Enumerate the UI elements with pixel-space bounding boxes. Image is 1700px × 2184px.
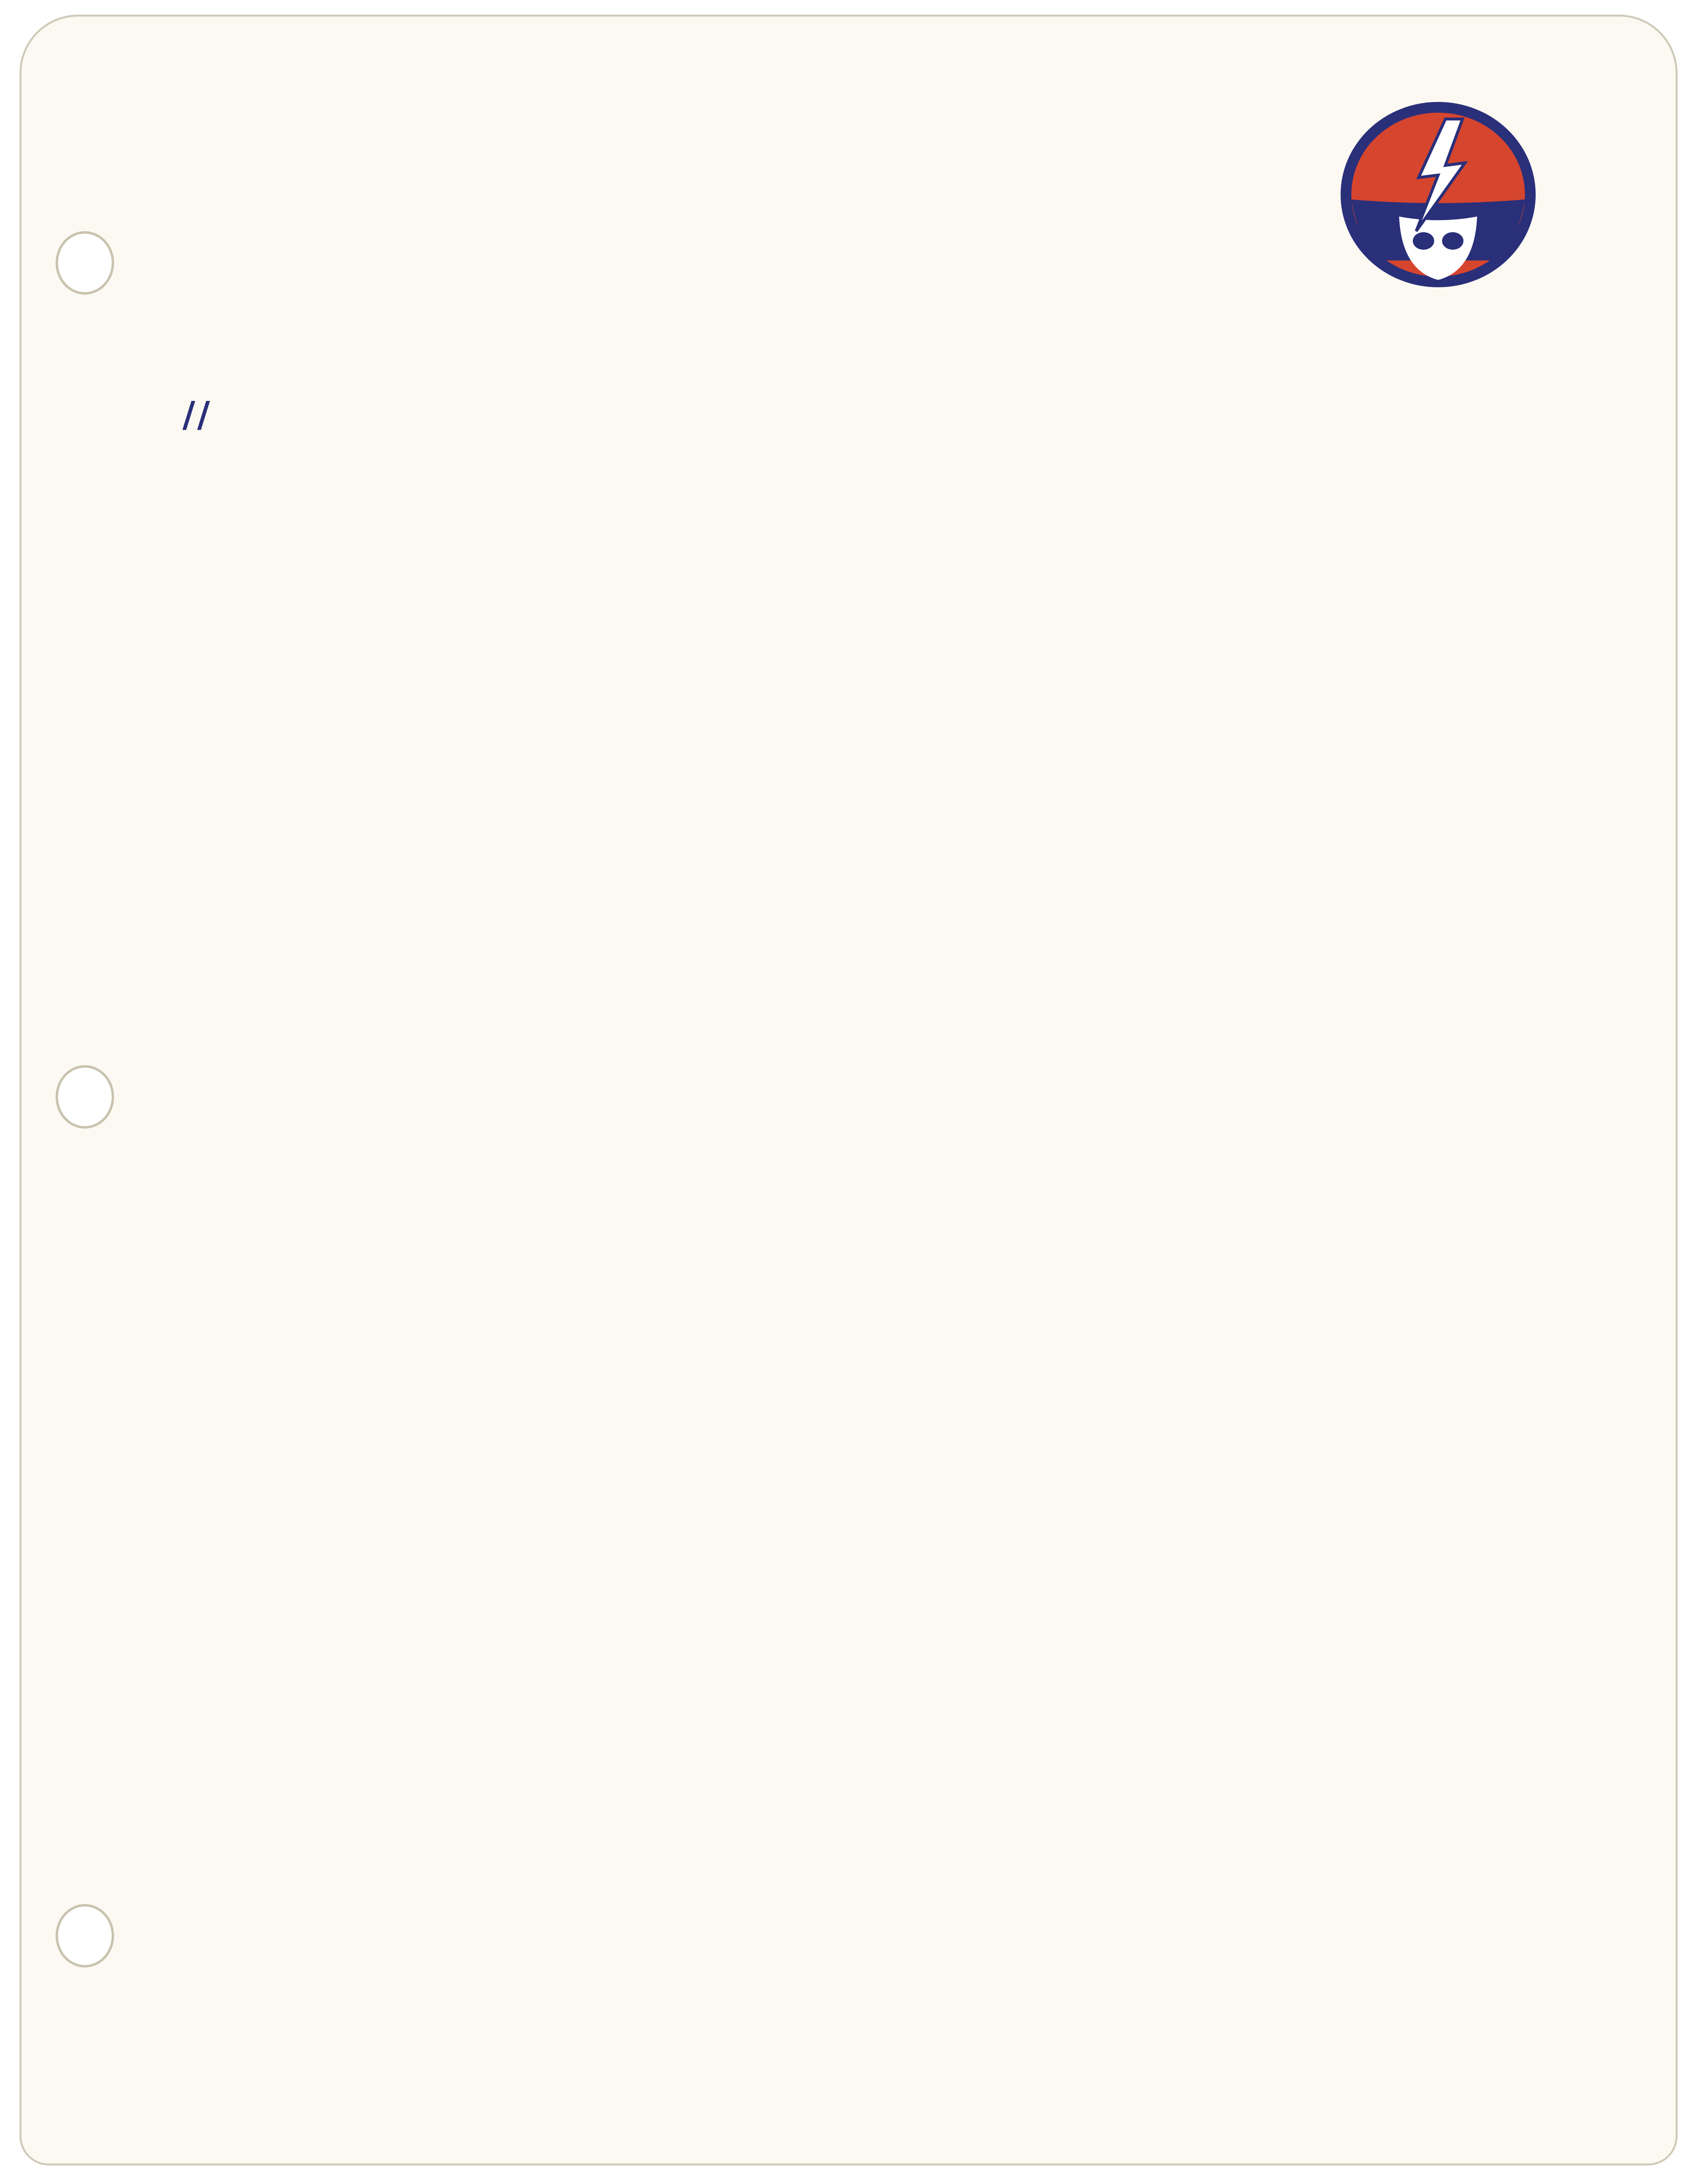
punch-hole: [56, 1904, 114, 1967]
steal-your-face-logo: [1333, 95, 1543, 295]
punch-hole: [56, 1065, 114, 1129]
tape-history-line2: //: [182, 394, 212, 435]
punch-hole: [56, 231, 114, 295]
notebook-page: [20, 15, 1678, 2165]
